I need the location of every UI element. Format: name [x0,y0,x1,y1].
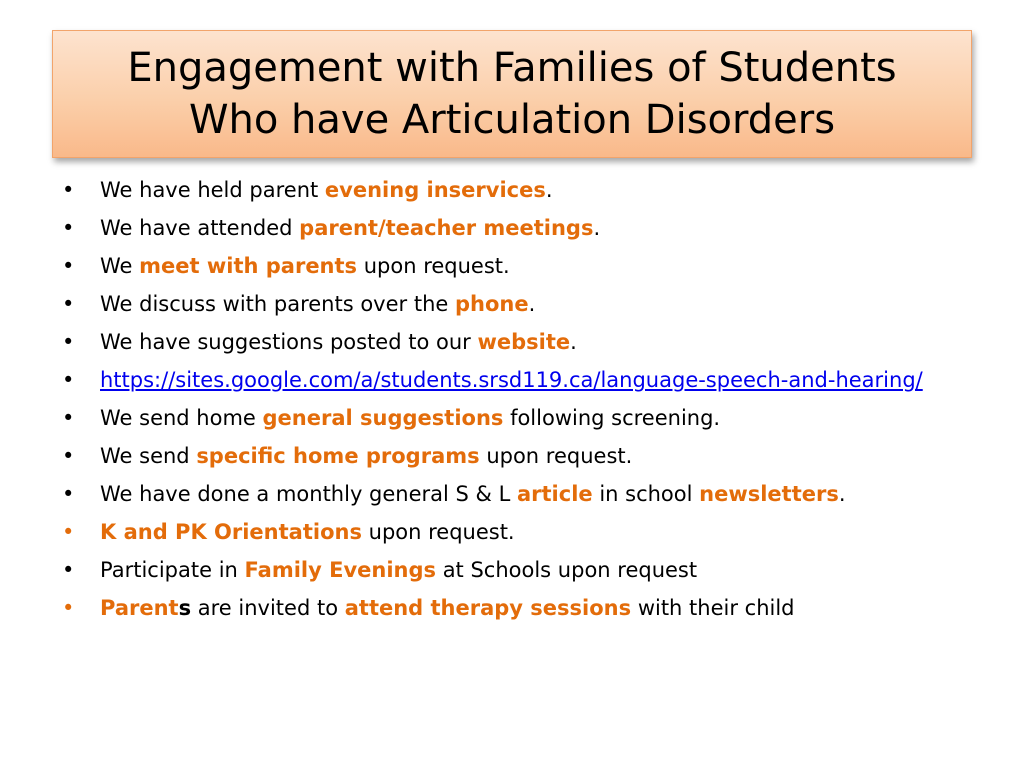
bullet-dot-icon: • [62,482,75,506]
bullet-text: . [528,292,536,316]
bullet-dot-icon: • [62,292,75,316]
bullet-item [0,178,1024,203]
bullet-bold-text: s [178,596,192,620]
bullet-dot-icon: • [62,330,75,354]
bullet-dot-icon: • [62,444,75,468]
slide-title-line-2: Who have Articulation Disorders [188,97,836,143]
bullet-highlight: phone [454,292,529,316]
bullet-text: We discuss with parents over the [100,292,455,316]
bullet-highlight: parent/teacher meetings [299,216,594,240]
bullet-text: are invited to [191,596,345,620]
bullet-text: We send [100,444,197,468]
bullet-text: Participate in [100,558,245,582]
bullet-text: We have done a monthly general S & L [100,482,517,506]
bullet-text: We have suggestions posted to our [100,330,478,354]
bullet-item [0,368,1024,393]
bullet-highlight: specific home programs [196,444,480,468]
bullet-text: . [545,178,553,202]
bullet-text: upon request. [479,444,633,468]
bullet-text: at Schools upon request [436,558,698,582]
bullet-text: following screening. [503,406,721,430]
bullet-dot-icon: • [62,178,75,202]
bullet-highlight: newsletters [699,482,839,506]
bullet-text: with their child [631,596,795,620]
bullet-highlight: evening inservices [324,178,546,202]
bullet-text: . [570,330,577,354]
bullet-highlight: article [516,482,593,506]
bullet-text: We [100,254,140,278]
bullet-item [0,596,1024,621]
bullet-highlight: K and PK Orientations [100,520,362,544]
bullet-highlight: general suggestions [262,406,504,430]
bullet-item [0,520,1024,545]
bullet-highlight: Parent [100,596,179,620]
bullet-item [0,482,1024,507]
bullet-text: . [838,482,846,506]
bullet-text: in school [592,482,700,506]
bullet-highlight: Family Evenings [244,558,437,582]
bullet-item [0,330,1024,355]
bullet-dot-icon: • [62,406,75,430]
bullet-item [0,558,1024,583]
bullet-highlight: website [477,330,571,354]
bullet-text: . [593,216,601,240]
bullet-item [0,444,1024,469]
bullet-text: upon request. [361,520,515,544]
bullet-dot-icon: • [62,596,75,620]
bullet-item [0,254,1024,279]
bullet-dot-icon: • [62,520,75,544]
bullet-dot-icon: • [62,558,75,582]
bullet-highlight: attend therapy sessions [344,596,632,620]
bullet-text: We send home [100,406,263,430]
bullet-dot-icon: • [62,254,75,278]
bullet-item [0,406,1024,431]
bullet-item [0,216,1024,241]
bullet-dot-icon: • [62,216,75,240]
bullet-text: We have held parent [100,178,325,202]
slide-title-box [52,30,972,158]
bullet-highlight: meet with parents [139,254,358,278]
bullet-dot-icon: • [62,368,75,392]
slide-title-line-1: Engagement with Families of Students [127,45,897,91]
bullet-text: We have attended [100,216,300,240]
bullet-list [0,178,1024,634]
bullet-item [0,292,1024,317]
bullet-text: upon request. [357,254,510,278]
website-link[interactable]: https://sites.google.com/a/students.srsd119.ca/language-speech-and-hearing/ [100,368,923,392]
